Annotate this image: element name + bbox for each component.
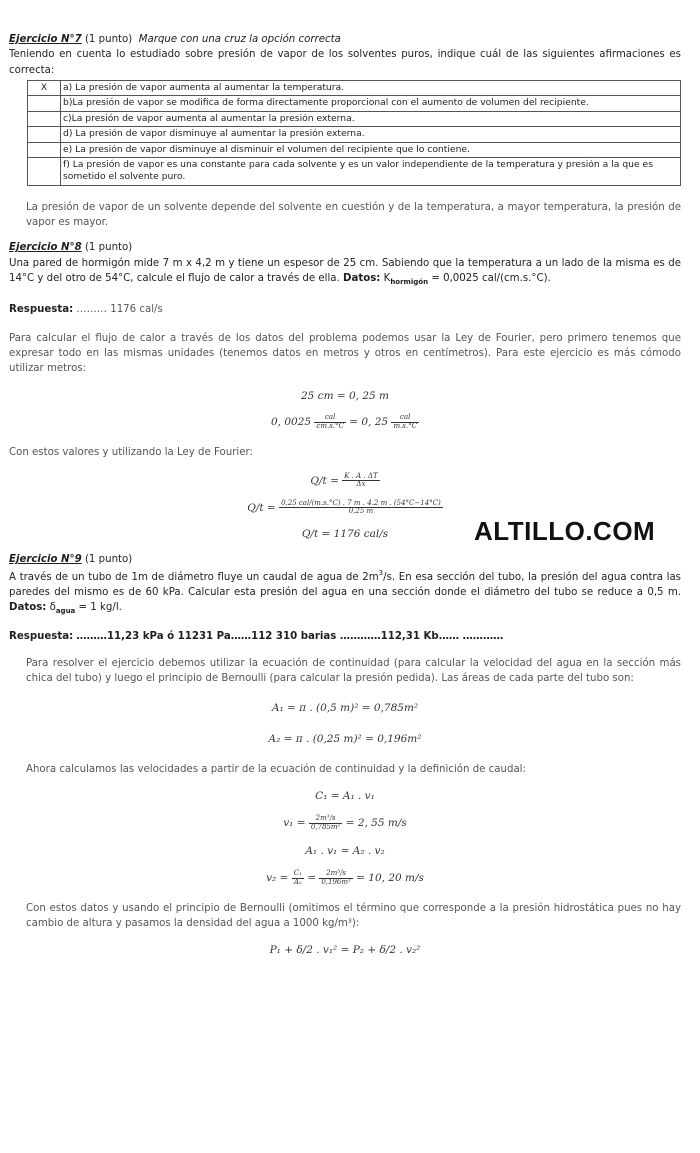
ej9-eqV2-num-b: 2m³/s	[319, 870, 352, 879]
ej8-statement	[9, 256, 681, 288]
ej9-answer-label: Respuesta:	[9, 630, 74, 642]
ej8-eq2-den2: m.s.°C	[393, 422, 417, 431]
ej9-explanation2: Ahora calculamos las velocidades a partir de la ecuación de continuidad y la definición de caudal:	[26, 764, 526, 776]
ej9-eqCont: A₁ . v₁ = A₂ . v₂	[305, 845, 385, 858]
ej8-eq2-frac2	[391, 414, 419, 430]
ej7-heading	[9, 32, 681, 47]
ej9-datos-value: = 1 kg/l.	[78, 602, 122, 614]
ej7-option-text: c)La presión de vapor aumenta al aumentar la presión externa.	[61, 111, 681, 126]
ej7-option-text: d) La presión de vapor disminuye al aumentar la presión externa.	[61, 127, 681, 142]
ej8-answer-value: ……… 1176 cal/s	[76, 303, 163, 315]
ej9-datos-label: Datos:	[9, 602, 47, 614]
ej7-option-mark[interactable]	[28, 96, 61, 111]
ej8-eq1: 25 cm = 0, 25 m	[300, 389, 390, 402]
ej7-option-text: e) La presión de vapor disminuye al disminuir el volumen del recipiente que lo contiene.	[61, 142, 681, 157]
ej8-eq3-num: K . A . ΔT	[344, 471, 378, 480]
ej7-question: Teniendo en cuenta lo estudiado sobre presión de vapor de los solventes puros, indique cuál de las siguientes afirmaciones es correcta:	[9, 49, 681, 76]
ej8-eq4-den: 0,25 m	[348, 507, 374, 516]
ej7-option-mark[interactable]	[28, 158, 61, 186]
ej7-option-row	[28, 96, 681, 111]
ej7-option-mark[interactable]	[28, 142, 61, 157]
ej7-title: Ejercicio N°7	[9, 34, 82, 45]
ej9-explanation3: Con estos datos y usando el principio de Bernoulli (omitimos el término que corresponde a la presión hidrostática pues no hay cambio de altura y pasamos la densidad del agua a 1000 kg/m³):	[26, 902, 681, 930]
ej8-eq2-num: cal	[314, 414, 345, 423]
ej8-statement-text: Una pared de hormigón mide 7 m x 4,2 m y tiene un espesor de 25 cm. Sabiendo que la temperatura a un lado de la misma es de 14°C y del otro de 54°C, calcule el flujo de calor a través de ella.	[9, 257, 681, 285]
ej9-eqV2-den-a: A₂	[293, 877, 302, 886]
ej8-eq2-left: 0, 0025	[271, 416, 312, 429]
ej9-answer-value: ………11,23 kPa ó 11231 Pa……112 310 barias …………112,31 Kb…… …………	[76, 630, 504, 642]
ej8-eq2-mid: = 0, 25	[349, 416, 389, 429]
ej8-explanation1: Para calcular el flujo de calor a través de los datos del problema podemos usar la Ley de Fourier, pero primero tenemos que expresar todo en las mismas unidades (tenemos datos en metros y otros en centímetros). Para este ejercicio es más cómodo utilizar metros:	[9, 332, 681, 375]
ej8-eq2-frac1	[314, 414, 345, 430]
ej7-option-text: b)La presión de vapor se modifica de forma directamente proporcional con el aumento de volumen del recipiente.	[61, 96, 681, 111]
ej8-answer-label: Respuesta:	[9, 303, 74, 315]
ej7-option-row	[28, 127, 681, 142]
ej9-eqV2-left: v₂ =	[266, 872, 289, 885]
ej8-eq4-num: 0.25 cal/(m.s.°C) . 7 m . 4.2 m . (54°C−14°C)	[281, 498, 441, 507]
ej9-eqV2-right: = 10, 20 m/s	[356, 872, 424, 885]
ej9-points: (1 punto)	[84, 554, 133, 566]
ej7-instruction: Marque con una cruz la opción correcta	[138, 34, 341, 45]
ej9-statement-sup: 3	[378, 568, 384, 577]
document-page	[9, 32, 681, 959]
ej7-option-text: a) La presión de vapor aumenta al aumentar la temperatura.	[61, 80, 681, 95]
ej7-points: (1 punto)	[84, 34, 133, 45]
ej9-statement-b: /s. En esa sección del tubo, la presión del agua contra las paredes del mismo es de 60 kPa. Calcular esta presión del agua en una sección donde el diámetro del tubo se reduce a 0,5 m.	[9, 571, 681, 598]
ej8-eq4-frac	[279, 500, 443, 516]
ej8-datos-value: = 0,0025 cal/(cm.s.°C).	[431, 273, 551, 285]
ej7-options-table	[27, 80, 681, 186]
ej7-option-row	[28, 158, 681, 186]
ej9-eqC: C₁ = A₁ . v₁	[315, 790, 375, 803]
ej7-explanation: La presión de vapor de un solvente depende del solvente en cuestión y de la temperatura, a mayor temperatura, la presión de vapor es mayor.	[26, 201, 681, 229]
ej9-eqV1	[9, 815, 681, 832]
ej7-option-mark[interactable]	[28, 111, 61, 126]
ej8-eq3-left: Q/t =	[310, 474, 339, 487]
ej9-eqV2: v₂ = $\frac{\text{C₁}}{\text{A₂}}$ = $\frac{\text{2m³/s}}{\text{0,196m²}}$ = 10, 20 m/s	[266, 868, 424, 886]
ej8-points: (1 punto)	[84, 242, 133, 254]
ej8-datos-sub: hormigón	[390, 278, 429, 287]
ej8-eq5: Q/t = 1176 cal/s	[301, 527, 389, 540]
ej9-datos-symbol: δ	[49, 602, 56, 614]
ej7-option-mark[interactable]	[28, 127, 61, 142]
ej9-eqV1-right: = 2, 55 m/s	[345, 817, 407, 830]
ej9-eqV2-den-b: 0,196m²	[321, 877, 351, 886]
ej8-datos-label: Datos:	[343, 273, 381, 285]
ej9-statement	[9, 568, 681, 617]
ej9-datos-sub: agua	[55, 607, 76, 616]
ej8-eq2-den: cm.s.°C	[316, 422, 344, 431]
ej9-eqB: P₁ + δ/2 . v₁² = P₂ + δ/2 . v₂²	[269, 944, 421, 957]
ej9-eqV1-left: v₁ =	[283, 817, 306, 830]
ej9-title: Ejercicio N°9	[9, 554, 82, 566]
ej9-eqV1-num: 2m³/s	[309, 815, 342, 824]
watermark-logo: ALTILLO.COM	[474, 516, 656, 546]
ej9-explanation1: Para resolver el ejercicio debemos utilizar la ecuación de continuidad (para calcular la velocidad del agua en la sección más chica del tubo) y luego el principio de Bernoulli (para calcular la presión pedida). Las áreas de cada parte del tubo son:	[26, 658, 681, 685]
ej9-eqV2-frac-a	[292, 870, 304, 886]
ej7-option-text: f) La presión de vapor es una constante para cada solvente y es un valor independiente de la temperatura y presión a la que es sometido el solvente puro.	[61, 158, 681, 186]
ej9-eqA1: A₁ = π . (0,5 m)² = 0,785m²	[271, 701, 419, 714]
ej8-eq2	[9, 414, 681, 431]
ej9-eqV1-den: 0,785m²	[310, 822, 341, 831]
ej9-answer	[9, 629, 681, 644]
ej8-eq2-num2: cal	[391, 414, 419, 423]
ej8-title: Ejercicio N°8	[9, 242, 82, 254]
ej8-eq3	[9, 473, 681, 490]
ej9-statement-a: A través de un tubo de 1m de diámetro fluye un caudal de agua de 2m	[9, 571, 379, 583]
ej7-option-row	[28, 80, 681, 95]
ej7-option-row	[28, 111, 681, 126]
ej9-eqV2-num-a: C₁	[293, 868, 302, 877]
ej9-eqA2: A₂ = π . (0,25 m)² = 0,196m²	[268, 733, 422, 746]
ej9-eqV2-frac-b	[319, 870, 352, 886]
ej8-explanation2: Con estos valores y utilizando la Ley de Fourier:	[9, 447, 253, 459]
ej8-eq3-frac	[342, 473, 379, 489]
ej8-answer	[9, 302, 681, 317]
ej8-heading	[9, 240, 681, 255]
ej9-heading	[9, 552, 681, 567]
ej8-eq3-den: Δx	[356, 480, 366, 489]
ej7-option-row	[28, 142, 681, 157]
ej8-datos-k: K	[383, 273, 391, 285]
ej7-option-mark[interactable]: X	[28, 80, 61, 95]
ej8-eq4-left: Q/t =	[247, 501, 276, 514]
ej9-eqV1-frac	[309, 815, 342, 831]
